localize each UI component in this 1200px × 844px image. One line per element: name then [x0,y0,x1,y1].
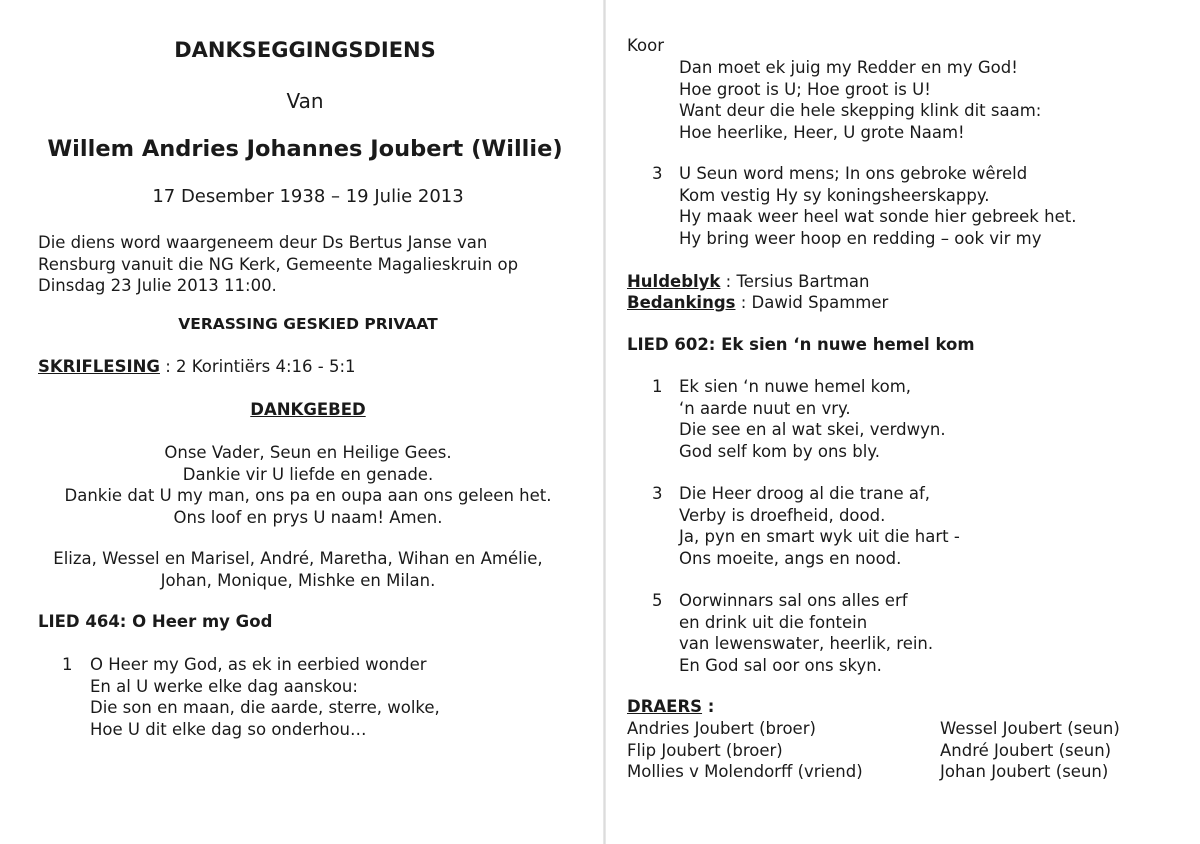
huldeblyk-label: Huldeblyk [627,272,721,291]
draers-list-left [627,718,863,783]
draer-name: Mollies v Molendorff (vriend) [627,762,863,781]
verse-line: En God sal oor ons skyn. [679,655,882,675]
draers-label: DRAERS [627,697,703,716]
prayer [0,442,616,528]
verse-line: O Heer my God, as ek in eerbied wonder [90,655,427,674]
right-page [606,0,1200,844]
draer-name: Andries Joubert (broer) [627,719,816,738]
verse-line: Kom vestig Hy sy koningsheerskappy. [679,185,990,205]
prayer-line: Dankie dat U my man, ons pa en oupa aan ons geleen het. [64,486,552,505]
verse-line: Ek sien ‘n nuwe hemel kom, [679,377,912,396]
koor-line: Hoe groot is U; Hoe groot is U! [679,79,931,99]
verse-number: 3 [652,164,663,183]
intro-line: Dinsdag 23 Julie 2013 11:00. [38,276,277,295]
koor-label: Koor [627,36,664,55]
draer-name: Johan Joubert (seun) [940,762,1109,781]
huldeblyk-value: : Tersius Bartman [720,272,870,291]
lied-602-title: LIED 602: Ek sien ‘n nuwe hemel kom [627,335,975,354]
prayer-line: Ons loof en prys U naam! Amen. [173,507,443,527]
draers-colon: : [702,697,715,716]
koor-line: Want deur die hele skepping klink dit saam: [679,101,1042,120]
lied-464-title: LIED 464: O Heer my God [38,612,273,631]
verse-line: ‘n aarde nuut en vry. [679,398,851,418]
verse-line: Verby is droefheid, dood. [679,505,886,525]
verse-line: Hoe U dit elke dag so onderhou… [90,719,367,739]
draers-list-right [940,718,1120,783]
verse-line: Hy bring weer hoop en redding – ook vir my [679,228,1042,248]
document-title: DANKSEGGINGSDIENS [174,38,436,62]
koor-line: Hoe heerlike, Heer, U grote Naam! [679,122,965,142]
dankgebed-heading: DANKGEBED [250,400,366,419]
verse-number: 5 [652,591,663,610]
deceased-name: Willem Andries Johannes Joubert (Willie) [47,136,563,162]
verassing-note: VERASSING GESKIED PRIVAAT [178,315,438,333]
draer-name: André Joubert (seun) [940,740,1112,760]
skriflesing-label: SKRIFLESING [38,357,160,376]
prayer-line: Dankie vir U liefde en genade. [182,464,434,484]
family-line: Eliza, Wessel en Marisel, André, Maretha, Wihan en Amélie, [53,549,543,568]
van-line: Van [286,89,324,113]
verse-line: Hy maak weer heel wat sonde hier gebreek het. [679,207,1077,226]
skriflesing [38,356,356,378]
lied-602-verse-3 [679,483,960,569]
verse-line: Die son en maan, die aarde, sterre, wolke, [90,698,440,717]
verse-line: En al U werke elke dag aanskou: [90,676,358,696]
verse-number: 1 [62,655,73,674]
draer-name: Flip Joubert (broer) [627,740,783,760]
huldeblyk [627,271,870,293]
verse-line: van lewenswater, heerlik, rein. [679,634,934,653]
verse-line: Ja, pyn en smart wyk uit die hart - [679,527,960,546]
lied-602-verse-1 [679,376,946,462]
verse-line: God self kom by ons bly. [679,441,880,461]
verse-line: Oorwinnars sal ons alles erf [679,591,908,610]
verse-line: Die Heer droog al die trane af, [679,484,931,503]
service-intro [38,232,518,297]
prayer-line: Onse Vader, Seun en Heilige Gees. [164,443,452,462]
verse-number: 1 [652,377,663,396]
family-line: Johan, Monique, Mishke en Milan. [160,570,436,590]
lied-602-verse-5 [679,590,933,676]
verse-line: en drink uit die fontein [679,612,868,632]
verse-line: Die see en al wat skei, verdwyn. [679,420,946,439]
draers-heading [627,696,714,718]
verse-line: Ons moeite, angs en nood. [679,548,902,568]
draer-name: Wessel Joubert (seun) [940,719,1120,738]
intro-line: Rensburg vanuit die NG Kerk, Gemeente Magalieskruin op [38,254,519,274]
verse-number: 3 [652,484,663,503]
koor-line: Dan moet ek juig my Redder en my God! [679,58,1018,77]
bedankings-value: : Dawid Spammer [735,293,889,312]
lied-464-verse-3 [679,163,1076,249]
intro-line: Die diens word waargeneem deur Ds Bertus Janse van [38,233,488,252]
koor-text [679,57,1041,143]
bedankings [627,292,888,314]
life-dates: 17 Desember 1938 – 19 Julie 2013 [152,186,464,207]
family-names [0,548,596,591]
verse-line: U Seun word mens; In ons gebroke wêreld [679,164,1028,183]
lied-464-verse-1 [90,654,440,740]
bedankings-label: Bedankings [627,293,736,312]
skriflesing-value: : 2 Korintiërs 4:16 - 5:1 [159,357,356,376]
